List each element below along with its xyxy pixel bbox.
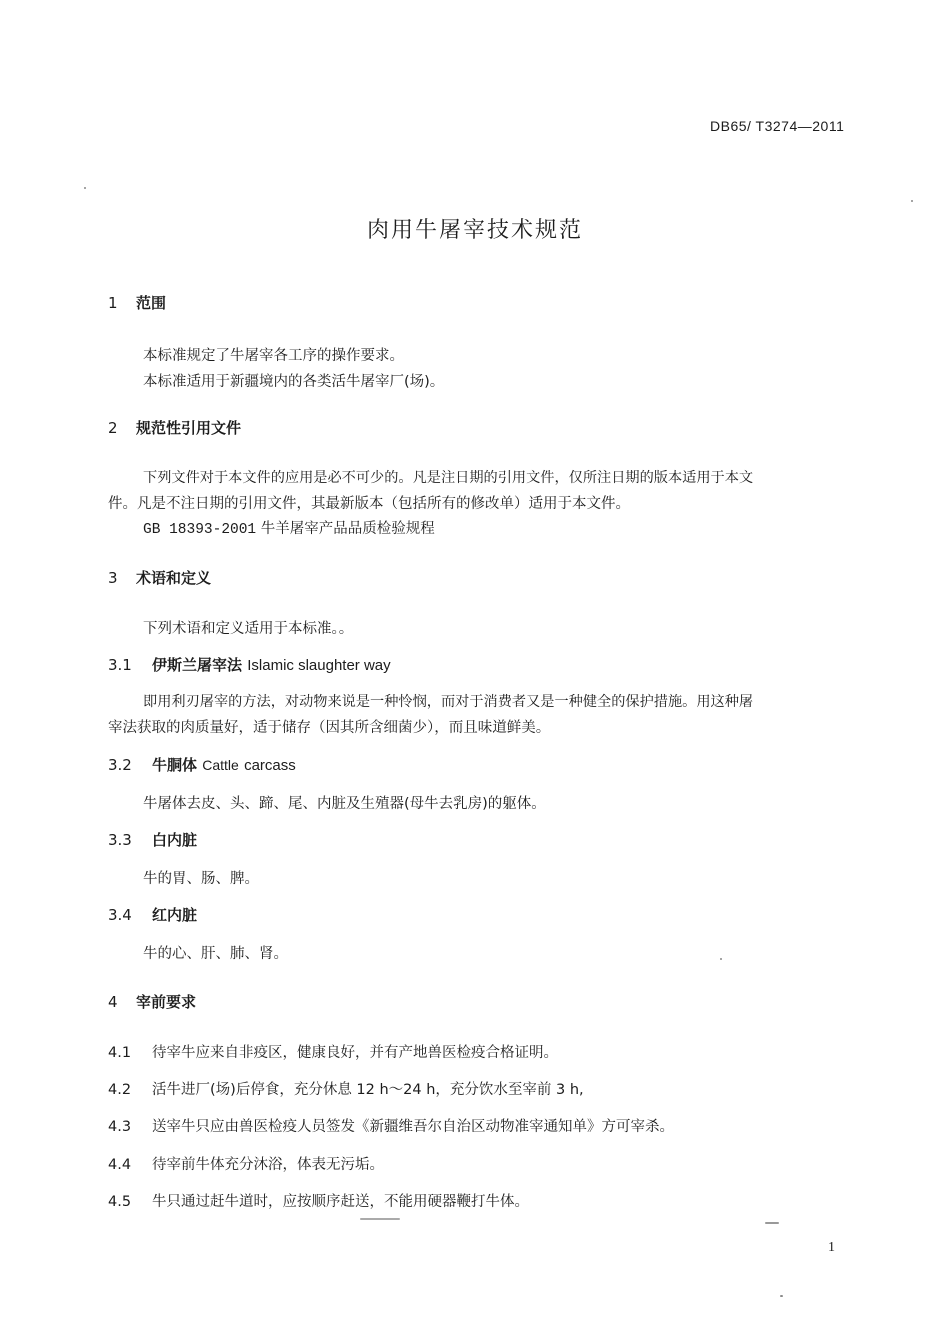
- paragraph: 牛的胃、肠、脾。: [143, 871, 259, 887]
- scan-speck: [780, 1295, 783, 1297]
- item-number: 4.2: [108, 1082, 132, 1098]
- term-number: 3.1: [108, 656, 132, 674]
- item-text: 活牛进厂(场)后停食，充分休息 12 h～24 h，充分饮水至宰前 3 h,: [152, 1082, 584, 1098]
- term-zh: 伊斯兰屠宰法: [152, 656, 243, 674]
- term-zh: 白内脏: [152, 831, 198, 849]
- page-number: 1: [828, 1240, 835, 1255]
- standard-number: DB65/ T3274—2011: [710, 118, 845, 134]
- section-number: 4: [108, 993, 118, 1011]
- term-en-a: Cattle: [202, 757, 239, 773]
- paragraph: 即用利刃屠宰的方法，对动物来说是一种怜悯，而对于消费者又是一种健全的保护措施。用这种屠: [143, 694, 754, 710]
- term-3-2-heading: [108, 754, 296, 775]
- paragraph: 宰法获取的肉质量好，适于储存（因其所含细菌少），而且味道鲜美。: [108, 720, 551, 736]
- section-1-heading: [108, 292, 166, 313]
- section-2-heading: [108, 417, 241, 438]
- section-title: 规范性引用文件: [136, 419, 242, 437]
- document-title: 肉用牛屠宰技术规范: [366, 218, 583, 243]
- term-en: Islamic slaughter way: [247, 657, 391, 674]
- term-3-4-heading: [108, 904, 197, 925]
- scan-mark: [765, 1222, 779, 1224]
- paragraph: 本标准规定了牛屠宰各工序的操作要求。: [143, 348, 404, 364]
- term-zh: 牛胴体: [152, 756, 198, 774]
- section-number: 1: [108, 294, 118, 312]
- term-en-b: carcass: [244, 757, 296, 774]
- requirement-item: [108, 1115, 674, 1136]
- reference-title: 牛羊屠宰产品品质检验规程: [260, 521, 435, 537]
- scan-mark: [360, 1218, 400, 1220]
- term-3-1-heading: [108, 654, 391, 675]
- paragraph: 牛的心、肝、肺、肾。: [143, 946, 288, 962]
- item-text: 待宰牛应来自非疫区，健康良好，并有产地兽医检疫合格证明。: [152, 1045, 558, 1061]
- scan-speck: [720, 958, 722, 960]
- section-title: 范围: [136, 294, 167, 312]
- term-zh: 红内脏: [152, 906, 198, 924]
- scan-speck: [911, 200, 913, 202]
- item-number: 4.5: [108, 1194, 132, 1210]
- term-3-3-heading: [108, 829, 197, 850]
- item-number: 4.3: [108, 1119, 132, 1135]
- paragraph: 件。凡是不注日期的引用文件，其最新版本（包括所有的修改单）适用于本文件。: [108, 496, 630, 512]
- requirement-item: [108, 1041, 558, 1062]
- paragraph: 牛屠体去皮、头、蹄、尾、内脏及生殖器(母牛去乳房)的躯体。: [143, 796, 546, 812]
- reference-code: GB 18393-2001: [143, 522, 257, 538]
- paragraph: 下列文件对于本文件的应用是必不可少的。凡是注日期的引用文件，仅所注日期的版本适用于本文: [143, 470, 754, 486]
- paragraph: 本标准适用于新疆境内的各类活牛屠宰厂(场)。: [143, 374, 445, 390]
- section-4-heading: [108, 991, 196, 1012]
- section-title: 宰前要求: [136, 993, 197, 1011]
- section-3-heading: [108, 567, 211, 588]
- term-number: 3.3: [108, 831, 132, 849]
- section-number: 2: [108, 419, 118, 437]
- requirement-item: [108, 1190, 529, 1211]
- item-text: 待宰前牛体充分沐浴，体表无污垢。: [152, 1157, 384, 1173]
- section-number: 3: [108, 569, 118, 587]
- requirement-item: [108, 1078, 584, 1099]
- scan-speck: [84, 187, 86, 189]
- term-number: 3.4: [108, 906, 132, 924]
- paragraph: 下列术语和定义适用于本标准。。: [143, 621, 354, 637]
- normative-reference: [143, 517, 435, 538]
- requirement-item: [108, 1153, 384, 1174]
- item-text: 送宰牛只应由兽医检疫人员签发《新疆维吾尔自治区动物准宰通知单》方可宰杀。: [152, 1119, 674, 1135]
- item-number: 4.4: [108, 1157, 132, 1173]
- section-title: 术语和定义: [136, 569, 212, 587]
- item-number: 4.1: [108, 1045, 132, 1061]
- item-text: 牛只通过赶牛道时，应按顺序赶送，不能用硬器鞭打牛体。: [152, 1194, 529, 1210]
- term-number: 3.2: [108, 756, 132, 774]
